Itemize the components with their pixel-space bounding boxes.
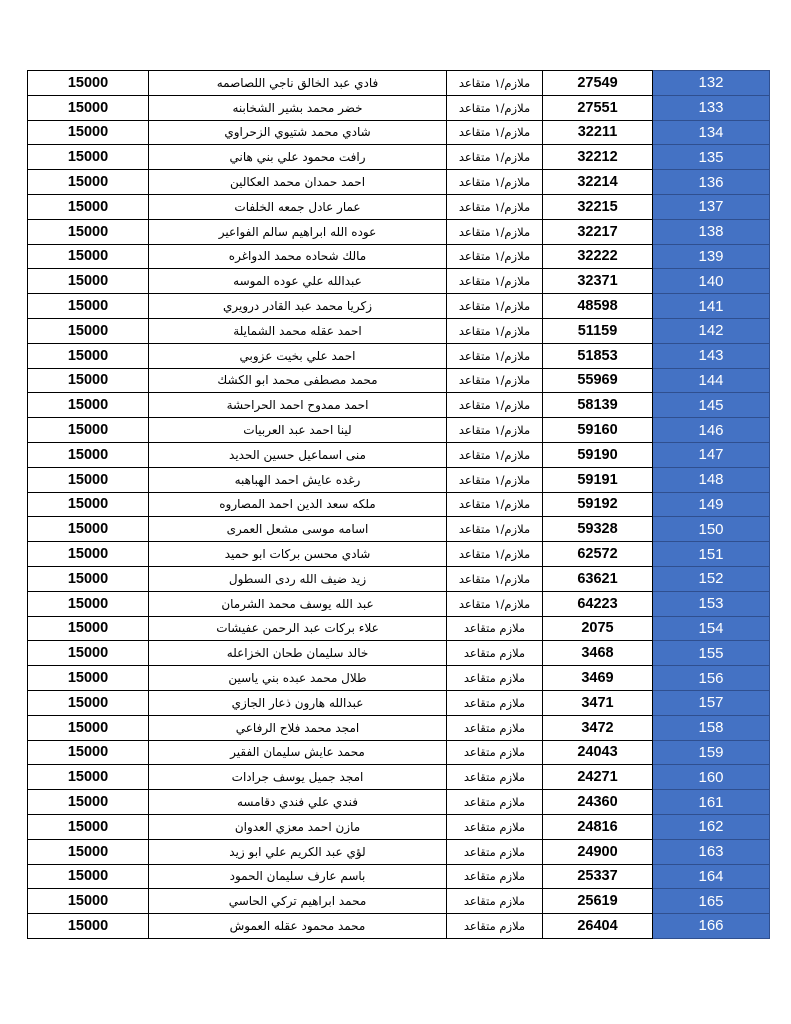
- amount-cell: 15000: [28, 343, 149, 368]
- table-row: [28, 690, 770, 715]
- amount-cell: 15000: [28, 914, 149, 939]
- rank-cell: ملازم متقاعد: [447, 889, 543, 914]
- table-row: [28, 71, 770, 96]
- name-cell: زكريا محمد عبد القادر درويري: [149, 294, 447, 319]
- amount-cell: 15000: [28, 542, 149, 567]
- name-cell: عوده الله ابراهيم سالم الفواعير: [149, 219, 447, 244]
- row-number-cell: 155: [653, 641, 770, 666]
- id-number-cell: 59190: [543, 442, 653, 467]
- name-cell: باسم عارف سليمان الحمود: [149, 864, 447, 889]
- row-number-cell: 149: [653, 492, 770, 517]
- row-number-cell: 161: [653, 790, 770, 815]
- amount-cell: 15000: [28, 393, 149, 418]
- name-cell: خضر محمد بشير الشخابنه: [149, 95, 447, 120]
- amount-cell: 15000: [28, 864, 149, 889]
- amount-cell: 15000: [28, 71, 149, 96]
- row-number-cell: 136: [653, 170, 770, 195]
- table-row: [28, 740, 770, 765]
- table-row: [28, 318, 770, 343]
- table-row: [28, 814, 770, 839]
- table-row: [28, 715, 770, 740]
- table-row: [28, 170, 770, 195]
- table-body: [28, 71, 770, 939]
- id-number-cell: 63621: [543, 566, 653, 591]
- name-cell: ملكه سعد الدين احمد المصاروه: [149, 492, 447, 517]
- name-cell: فادي عبد الخالق ناجي اللصاصمه: [149, 71, 447, 96]
- row-number-cell: 158: [653, 715, 770, 740]
- rank-cell: ملازم/١ متقاعد: [447, 591, 543, 616]
- table-row: [28, 889, 770, 914]
- row-number-cell: 166: [653, 914, 770, 939]
- row-number-cell: 151: [653, 542, 770, 567]
- amount-cell: 15000: [28, 765, 149, 790]
- id-number-cell: 32215: [543, 194, 653, 219]
- amount-cell: 15000: [28, 690, 149, 715]
- row-number-cell: 163: [653, 839, 770, 864]
- id-number-cell: 32214: [543, 170, 653, 195]
- id-number-cell: 59160: [543, 418, 653, 443]
- id-number-cell: 32222: [543, 244, 653, 269]
- name-cell: شادي محمد شتيوي الزحراوي: [149, 120, 447, 145]
- row-number-cell: 162: [653, 814, 770, 839]
- rank-cell: ملازم/١ متقاعد: [447, 71, 543, 96]
- rank-cell: ملازم متقاعد: [447, 864, 543, 889]
- table-row: [28, 467, 770, 492]
- row-number-cell: 160: [653, 765, 770, 790]
- amount-cell: 15000: [28, 889, 149, 914]
- table-row: [28, 368, 770, 393]
- table-row: [28, 591, 770, 616]
- name-cell: احمد عقله محمد الشمايلة: [149, 318, 447, 343]
- rank-cell: ملازم متقاعد: [447, 765, 543, 790]
- id-number-cell: 3471: [543, 690, 653, 715]
- table-row: [28, 294, 770, 319]
- amount-cell: 15000: [28, 740, 149, 765]
- id-number-cell: 3469: [543, 666, 653, 691]
- row-number-cell: 144: [653, 368, 770, 393]
- table-row: [28, 790, 770, 815]
- rank-cell: ملازم/١ متقاعد: [447, 120, 543, 145]
- rank-cell: ملازم متقاعد: [447, 616, 543, 641]
- id-number-cell: 3468: [543, 641, 653, 666]
- row-number-cell: 157: [653, 690, 770, 715]
- row-number-cell: 150: [653, 517, 770, 542]
- id-number-cell: 62572: [543, 542, 653, 567]
- amount-cell: 15000: [28, 219, 149, 244]
- rank-cell: ملازم/١ متقاعد: [447, 145, 543, 170]
- row-number-cell: 165: [653, 889, 770, 914]
- amount-cell: 15000: [28, 790, 149, 815]
- id-number-cell: 32217: [543, 219, 653, 244]
- name-cell: مازن احمد معزي العدوان: [149, 814, 447, 839]
- name-cell: احمد ممدوح احمد الحراحشة: [149, 393, 447, 418]
- table-row: [28, 566, 770, 591]
- amount-cell: 15000: [28, 269, 149, 294]
- rank-cell: ملازم/١ متقاعد: [447, 219, 543, 244]
- row-number-cell: 140: [653, 269, 770, 294]
- amount-cell: 15000: [28, 814, 149, 839]
- rank-cell: ملازم/١ متقاعد: [447, 442, 543, 467]
- row-number-cell: 143: [653, 343, 770, 368]
- name-cell: عمار عادل جمعه الخلفات: [149, 194, 447, 219]
- id-number-cell: 2075: [543, 616, 653, 641]
- amount-cell: 15000: [28, 666, 149, 691]
- id-number-cell: 64223: [543, 591, 653, 616]
- amount-cell: 15000: [28, 318, 149, 343]
- rank-cell: ملازم متقاعد: [447, 914, 543, 939]
- name-cell: احمد حمدان محمد العكالين: [149, 170, 447, 195]
- name-cell: محمد محمود عقله العموش: [149, 914, 447, 939]
- table-row: [28, 616, 770, 641]
- id-number-cell: 26404: [543, 914, 653, 939]
- name-cell: لينا احمد عبد العربيات: [149, 418, 447, 443]
- name-cell: احمد علي بخيت عزوبي: [149, 343, 447, 368]
- id-number-cell: 51853: [543, 343, 653, 368]
- name-cell: رغده عايش احمد الهباهبه: [149, 467, 447, 492]
- rank-cell: ملازم/١ متقاعد: [447, 393, 543, 418]
- id-number-cell: 32371: [543, 269, 653, 294]
- amount-cell: 15000: [28, 95, 149, 120]
- id-number-cell: 59191: [543, 467, 653, 492]
- rank-cell: ملازم/١ متقاعد: [447, 244, 543, 269]
- name-cell: طلال محمد عبده بني ياسين: [149, 666, 447, 691]
- amount-cell: 15000: [28, 467, 149, 492]
- row-number-cell: 147: [653, 442, 770, 467]
- table-row: [28, 95, 770, 120]
- name-cell: امجد محمد فلاح الرفاعي: [149, 715, 447, 740]
- name-cell: امجد جميل يوسف جرادات: [149, 765, 447, 790]
- name-cell: علاء بركات عبد الرحمن عفيشات: [149, 616, 447, 641]
- name-cell: عبد الله يوسف محمد الشرمان: [149, 591, 447, 616]
- row-number-cell: 135: [653, 145, 770, 170]
- row-number-cell: 156: [653, 666, 770, 691]
- rank-cell: ملازم متقاعد: [447, 839, 543, 864]
- name-cell: منى اسماعيل حسين الحديد: [149, 442, 447, 467]
- table-row: [28, 393, 770, 418]
- id-number-cell: 59328: [543, 517, 653, 542]
- amount-cell: 15000: [28, 591, 149, 616]
- name-cell: محمد ابراهيم تركي الحاسي: [149, 889, 447, 914]
- id-number-cell: 3472: [543, 715, 653, 740]
- name-cell: زيد ضيف الله ردى السطول: [149, 566, 447, 591]
- rank-cell: ملازم/١ متقاعد: [447, 318, 543, 343]
- row-number-cell: 152: [653, 566, 770, 591]
- rank-cell: ملازم/١ متقاعد: [447, 418, 543, 443]
- table-row: [28, 914, 770, 939]
- name-cell: عبدالله هارون ذعار الجازي: [149, 690, 447, 715]
- row-number-cell: 148: [653, 467, 770, 492]
- amount-cell: 15000: [28, 715, 149, 740]
- table-row: [28, 492, 770, 517]
- rank-cell: ملازم/١ متقاعد: [447, 194, 543, 219]
- table-row: [28, 839, 770, 864]
- table-row: [28, 542, 770, 567]
- row-number-cell: 137: [653, 194, 770, 219]
- amount-cell: 15000: [28, 492, 149, 517]
- amount-cell: 15000: [28, 566, 149, 591]
- row-number-cell: 141: [653, 294, 770, 319]
- id-number-cell: 55969: [543, 368, 653, 393]
- rank-cell: ملازم متقاعد: [447, 790, 543, 815]
- id-number-cell: 24271: [543, 765, 653, 790]
- rank-cell: ملازم/١ متقاعد: [447, 170, 543, 195]
- row-number-cell: 139: [653, 244, 770, 269]
- amount-cell: 15000: [28, 418, 149, 443]
- row-number-cell: 134: [653, 120, 770, 145]
- rank-cell: ملازم/١ متقاعد: [447, 517, 543, 542]
- id-number-cell: 32212: [543, 145, 653, 170]
- id-number-cell: 24043: [543, 740, 653, 765]
- name-cell: لؤي عبد الكريم علي ابو زيد: [149, 839, 447, 864]
- table-row: [28, 641, 770, 666]
- name-cell: رافت محمود علي بني هاني: [149, 145, 447, 170]
- table-row: [28, 765, 770, 790]
- rank-cell: ملازم/١ متقاعد: [447, 566, 543, 591]
- row-number-cell: 159: [653, 740, 770, 765]
- name-cell: فندي علي فندي دقامسه: [149, 790, 447, 815]
- amount-cell: 15000: [28, 839, 149, 864]
- amount-cell: 15000: [28, 442, 149, 467]
- rank-cell: ملازم/١ متقاعد: [447, 269, 543, 294]
- rank-cell: ملازم/١ متقاعد: [447, 343, 543, 368]
- name-cell: محمد عايش سليمان الفقير: [149, 740, 447, 765]
- amount-cell: 15000: [28, 170, 149, 195]
- amount-cell: 15000: [28, 244, 149, 269]
- id-number-cell: 24816: [543, 814, 653, 839]
- amount-cell: 15000: [28, 120, 149, 145]
- amount-cell: 15000: [28, 194, 149, 219]
- name-cell: خالد سليمان طحان الخزاعله: [149, 641, 447, 666]
- id-number-cell: 48598: [543, 294, 653, 319]
- row-number-cell: 164: [653, 864, 770, 889]
- rank-cell: ملازم متقاعد: [447, 666, 543, 691]
- row-number-cell: 154: [653, 616, 770, 641]
- id-number-cell: 51159: [543, 318, 653, 343]
- id-number-cell: 59192: [543, 492, 653, 517]
- table-row: [28, 269, 770, 294]
- amount-cell: 15000: [28, 616, 149, 641]
- table-row: [28, 219, 770, 244]
- name-cell: شادي محسن بركات ابو حميد: [149, 542, 447, 567]
- rank-cell: ملازم متقاعد: [447, 641, 543, 666]
- table-row: [28, 864, 770, 889]
- rank-cell: ملازم/١ متقاعد: [447, 542, 543, 567]
- rank-cell: ملازم/١ متقاعد: [447, 467, 543, 492]
- rank-cell: ملازم متقاعد: [447, 740, 543, 765]
- id-number-cell: 24360: [543, 790, 653, 815]
- rank-cell: ملازم/١ متقاعد: [447, 294, 543, 319]
- name-cell: عبدالله علي عوده الموسه: [149, 269, 447, 294]
- id-number-cell: 27549: [543, 71, 653, 96]
- amount-cell: 15000: [28, 517, 149, 542]
- row-number-cell: 153: [653, 591, 770, 616]
- rank-cell: ملازم/١ متقاعد: [447, 95, 543, 120]
- amount-cell: 15000: [28, 145, 149, 170]
- data-table: [27, 70, 770, 939]
- table-row: [28, 442, 770, 467]
- table-row: [28, 418, 770, 443]
- row-number-cell: 138: [653, 219, 770, 244]
- id-number-cell: 32211: [543, 120, 653, 145]
- row-number-cell: 142: [653, 318, 770, 343]
- rank-cell: ملازم/١ متقاعد: [447, 368, 543, 393]
- table-row: [28, 120, 770, 145]
- rank-cell: ملازم/١ متقاعد: [447, 492, 543, 517]
- row-number-cell: 145: [653, 393, 770, 418]
- table-row: [28, 666, 770, 691]
- rank-cell: ملازم متقاعد: [447, 814, 543, 839]
- id-number-cell: 25337: [543, 864, 653, 889]
- row-number-cell: 132: [653, 71, 770, 96]
- name-cell: محمد مصطفى محمد ابو الكشك: [149, 368, 447, 393]
- name-cell: اسامه موسى مشعل العمرى: [149, 517, 447, 542]
- id-number-cell: 24900: [543, 839, 653, 864]
- amount-cell: 15000: [28, 368, 149, 393]
- amount-cell: 15000: [28, 641, 149, 666]
- rank-cell: ملازم متقاعد: [447, 715, 543, 740]
- id-number-cell: 58139: [543, 393, 653, 418]
- row-number-cell: 133: [653, 95, 770, 120]
- name-cell: مالك شحاده محمد الدواغره: [149, 244, 447, 269]
- table-row: [28, 343, 770, 368]
- id-number-cell: 25619: [543, 889, 653, 914]
- id-number-cell: 27551: [543, 95, 653, 120]
- rank-cell: ملازم متقاعد: [447, 690, 543, 715]
- row-number-cell: 146: [653, 418, 770, 443]
- table-row: [28, 145, 770, 170]
- amount-cell: 15000: [28, 294, 149, 319]
- table-row: [28, 244, 770, 269]
- table-row: [28, 194, 770, 219]
- table-row: [28, 517, 770, 542]
